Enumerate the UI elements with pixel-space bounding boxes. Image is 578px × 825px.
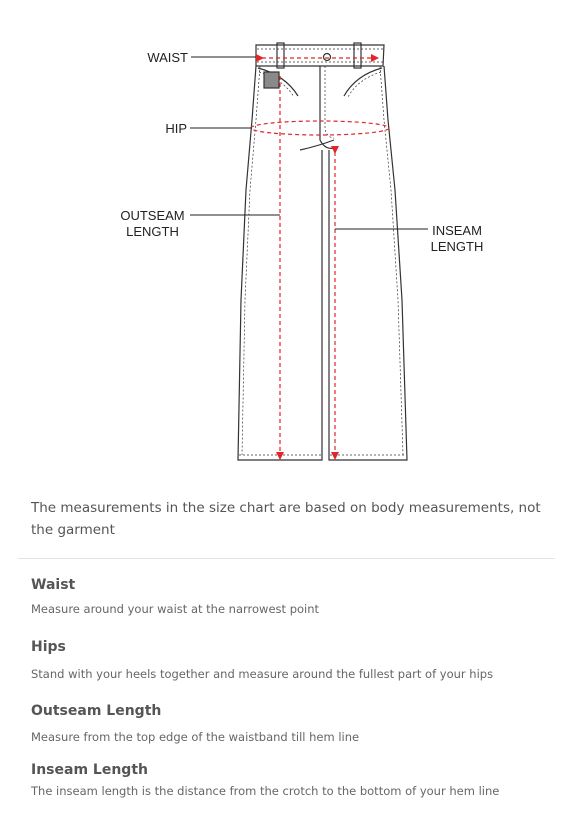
waist-label: WAIST	[147, 50, 188, 65]
divider	[18, 558, 555, 559]
inseam-label-line2: LENGTH	[430, 239, 484, 254]
inseam-label	[424, 223, 490, 255]
outseam-length-title: Outseam Length	[31, 703, 162, 719]
inseam-length-title: Inseam Length	[31, 762, 148, 778]
hips-title: Hips	[31, 639, 66, 655]
hips-description: Stand with your heels together and measure around the fullest part of your hips	[31, 667, 494, 681]
outseam-label-line2: LENGTH	[126, 224, 179, 239]
inseam-label-line1: INSEAM	[432, 223, 482, 238]
waist-description: Measure around your waist at the narrowest point	[31, 602, 320, 616]
inseam-length-description: The inseam length is the distance from the crotch to the bottom of your hem line	[31, 784, 500, 798]
waist-title: Waist	[31, 577, 76, 593]
outseam-length-description: Measure from the top edge of the waistband till hem line	[31, 730, 360, 744]
outseam-label-line1: OUTSEAM	[120, 208, 185, 223]
hip-label: HIP	[165, 121, 187, 136]
measurement-note: The measurements in the size chart are based on body measurements, not the garment	[31, 500, 541, 538]
outseam-label	[115, 208, 190, 240]
